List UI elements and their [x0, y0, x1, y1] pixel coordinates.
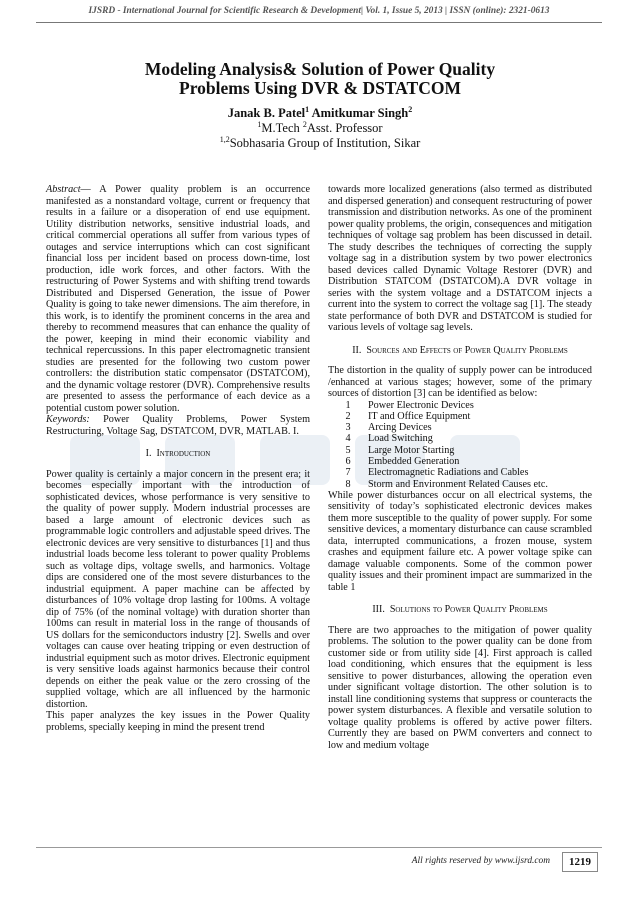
keywords — [46, 414, 310, 437]
author-1: Janak B. Patel — [227, 106, 306, 120]
left-column — [46, 184, 310, 733]
list-item: 1 Power Electronic Devices — [345, 399, 474, 411]
author-2: Amitkumar Singh — [311, 106, 409, 120]
footer-copyright: All rights reserved by www.ijsrd.com — [411, 856, 550, 866]
header-divider — [36, 22, 602, 23]
affiliation-institution: $^{1,2}$Sobhasaria Group of Institution, Sikar — [219, 135, 421, 150]
right-column — [328, 184, 592, 751]
list-item: 8 Storm and Environment Related Causes etc. — [345, 478, 548, 490]
affiliation-degree: $^1$M.Tech $^2$Asst. Professor — [257, 120, 383, 135]
abstract — [46, 184, 310, 414]
abstract-label: Abstract — [46, 184, 81, 195]
right-paragraph-1: towards more localized generations (also termed as distributed and dispersed generation) and consequent restructuring of power transmission and distribution networks. As one of the prominent power quality problems, the origin, consequences and mitigation techniques of voltage sag problem has been discussed in detail. The study describes the techniques of correcting the supply voltage sag in a distribution system by two power electronics based devices called Dynamic Voltage Restorer (DVR) and Distribution STATCOM (DSTATCOM).A DVR voltage in series with the system voltage and a DSTATCOM injects a current into the system to correct the voltage sag [1]. The steady state performance of both DVR and DSTATCOM is studied for various levels of voltage sag levels. — [328, 184, 592, 333]
footer-divider — [36, 847, 602, 848]
list-item: 3 Arcing Devices — [345, 422, 432, 434]
keywords-text: Power Quality Problems, Power System Restructuring, Voltage Sag, DSTATCOM, DVR, MATLAB. I. — [46, 414, 310, 437]
paper-title — [80, 60, 560, 98]
section-2-paragraph-2: While power disturbances occur on all electrical systems, the sensitivity of today’s sophisticated electronic devices makes them more susceptible to the quality of power supply. For some sensitive devices, a momentary disturbance can cause scrambled data, interrupted communications, a frozen mouse, system crashes and equipment failure etc. A power voltage spike can damage valuable components. Some of the common power quality issues and their prominent impact are summarized in the table 1 — [328, 489, 592, 593]
sources-list — [328, 400, 592, 490]
list-item: 5 Large Motor Starting — [345, 444, 455, 456]
list-item: 4 Load Switching — [345, 433, 433, 445]
author-2-sup: 2 — [408, 105, 413, 114]
intro-paragraph-1: Power quality is certainly a major concern in the present era; it becomes especially important with the introduction of sophisticated devices, whose performance is very sensitive to the quality of power supply. Modern industrial processes are based a large amount of electronic devices such as programmable logic controllers and adjustable speed drives. The electronic devices are very sensitive to disturbances [1] and thus industrial loads become less tolerant to power quality Problems such as voltage dips, voltage swells, and harmonics. Voltage dips are considered one of the most severe disturbances to the industrial equipment. A paper machine can be affected by disturbances of 10% voltage drop lasting for 100ms. A voltage dip of 75% (of the nominal voltage) with duration shorter than 100ms can result in material loss in the range of thousands of US dollars for the semiconductors industry [2]. Swells and over voltages can cause over heating tripping or even destruction of industrial equipment such as motor drives. Electronic equipment is very sensitive loads against harmonics because their control depends on either the peak value or the zero crossing of the supplied voltage, which are all influenced by the harmonic distortion. — [46, 468, 310, 710]
list-item: 2 IT and Office Equipment — [345, 410, 471, 422]
section-3-heading: III. Solutions to Power Quality Problems — [372, 604, 548, 616]
journal-header: IJSRD - International Journal for Scientific Research & Development| Vol. 1, Issue 5, 2013 | ISSN (online): 2321-0613 — [88, 6, 550, 16]
title-line-2: Problems Using DVR & DSTATCOM — [179, 78, 461, 98]
section-1-heading: I. Introduction — [145, 448, 211, 459]
author-block — [80, 106, 560, 151]
list-item: 6 Embedded Generation — [345, 455, 460, 467]
keywords-label: Keywords: — [46, 414, 90, 425]
list-item: 7 Electromagnetic Radiations and Cables — [345, 467, 529, 479]
footer-link[interactable]: www.ijsrd.com — [494, 856, 550, 866]
intro-paragraph-2: This paper analyzes the key issues in the Power Quality problems, specially keeping in mind the present trend — [46, 710, 310, 733]
author-names — [80, 106, 560, 121]
page-number: 1219 — [562, 852, 598, 872]
abstract-text: — A Power quality problem is an occurrence manifested as a nonstandard voltage, current or frequency that results in a failure or a disoperation of end use equipment. Utility distribution networks, sensitive industrial loads, and critical commercial operations all suffer from various types of outages and service interruptions which can cost significant financial loss per incident based on process down-time, lost production, idle work forces, and other factors. With the restructuring of Power Systems and with shifting trend towards Distributed and Dispersed Generation, the issue of Power Quality is going to take newer dimensions. The aim therefore, in this work, is to identify the prominent concerns in the area and thereby to recommend measures that can enhance the quality of the power, keeping in mind their economic viability and technical repercussions. In this paper electromagnetic transient studies are presented for the following two custom power controllers: the distribution static compensator (DSTATCOM), and the dynamic voltage restorer (DVR). Comprehensive results are presented to assess the performance of each device as a potential custom power solution. — [46, 184, 310, 414]
author-1-sup: 1 — [305, 105, 310, 114]
section-2-heading: II. Sources and Effects of Power Quality Problems — [352, 344, 568, 356]
section-3-paragraph-1: There are two approaches to the mitigation of power quality problems. The solution to the power quality can be done from customer side or from utility side [4]. First approach is called load conditioning, which ensures that the equipment is less sensitive to power disturbances, allowing the operation even under significant voltage distortion. The other solution is to install line conditioning systems that suppress or counteracts the power system disturbances. A flexible and versatile solution to voltage quality problems is offered by active power filters. Currently they are based on PWM converters and connect to low and medium voltage — [328, 624, 592, 751]
title-line-1: Modeling Analysis& Solution of Power Quality — [144, 59, 496, 79]
section-2-paragraph-1: The distortion in the quality of supply power can be introduced /enhanced at various stages; however, some of the primary sources of distortion [3] can be identified as below: — [328, 365, 592, 399]
